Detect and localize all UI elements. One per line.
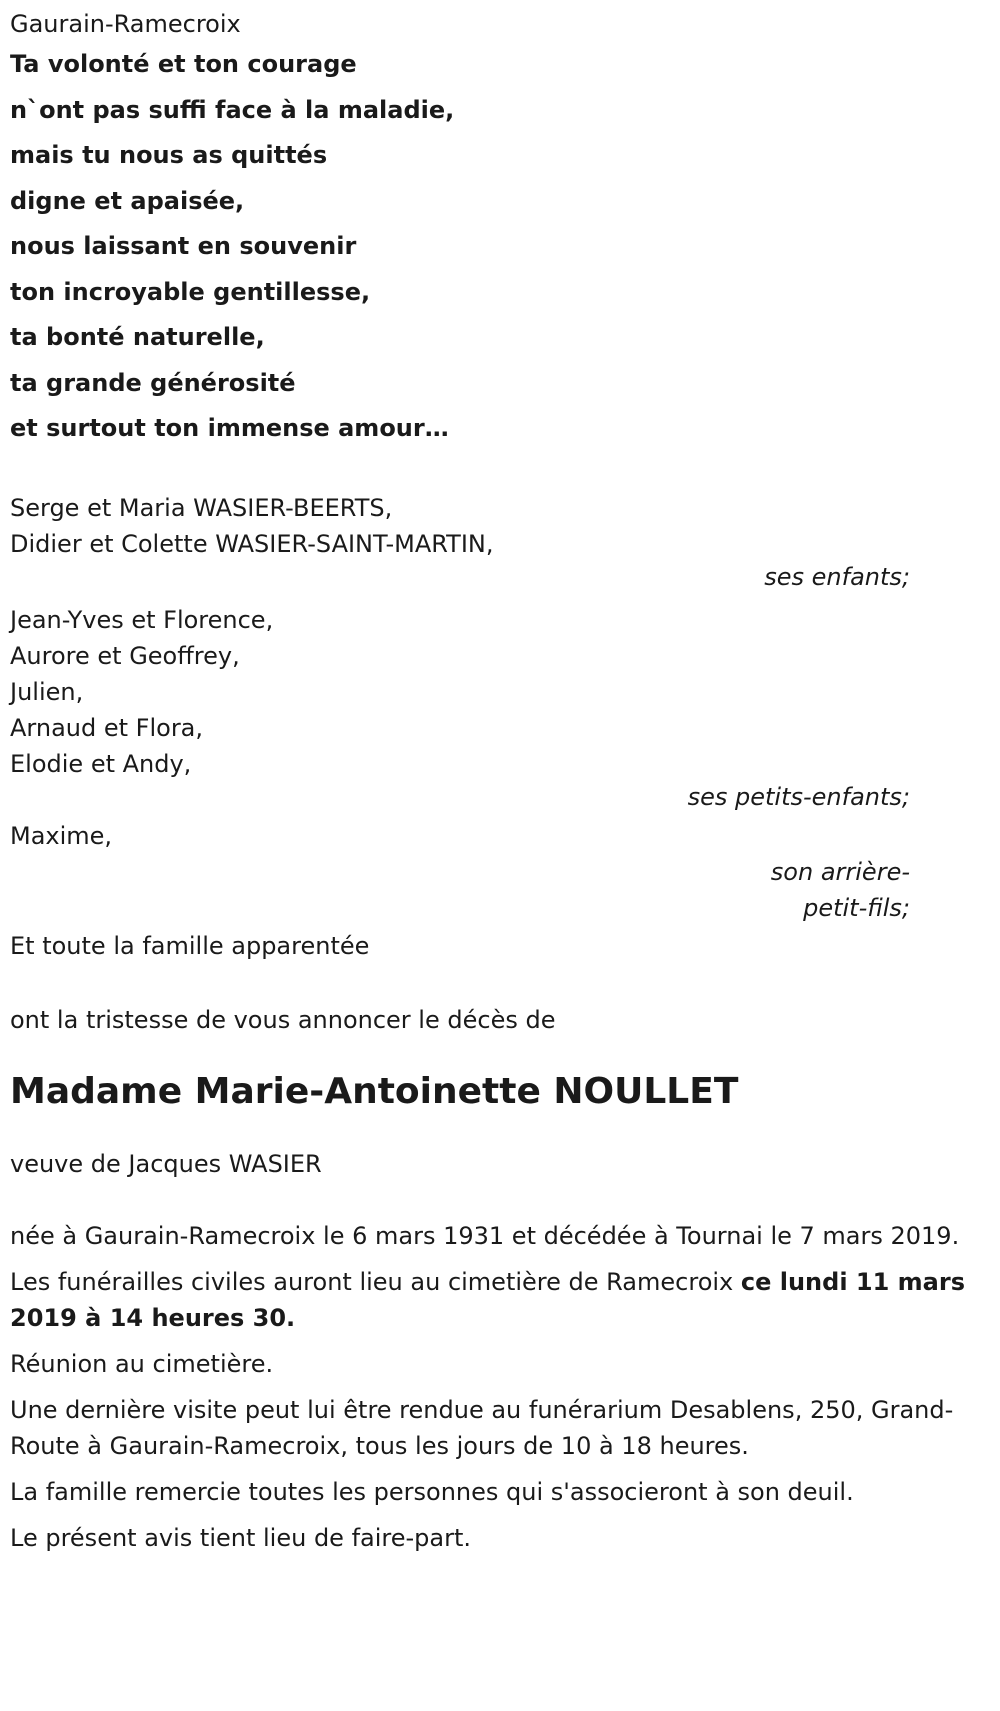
- poem-line: n`ont pas suffi face à la maladie,: [10, 95, 455, 124]
- spacer: [10, 1038, 1000, 1066]
- spacer: [10, 452, 1000, 490]
- great-grandchildren-role: son arrière-: [770, 857, 910, 886]
- thanks: La famille remercie toutes les personnes qui s'associeront à son deuil.: [10, 1477, 854, 1506]
- funeral-date: ce lundi 11 mars 2019 à 14 heures 30.: [10, 1267, 965, 1332]
- grandchild-name: Jean-Yves et Florence,: [10, 605, 274, 634]
- announcement: ont la tristesse de vous annoncer le décès de: [10, 1005, 556, 1034]
- grandchildren-block: [10, 602, 1000, 812]
- poem-line: Ta volonté et ton courage: [10, 50, 357, 78]
- spacer: [10, 1182, 1000, 1218]
- grandchild-name: Aurore et Geoffrey,: [10, 641, 240, 670]
- deceased-name: Madame Marie-Antoinette NOULLET: [10, 1070, 739, 1112]
- grandchild-name: Elodie et Andy,: [10, 749, 192, 778]
- grandchild-name: Arnaud et Flora,: [10, 713, 204, 742]
- poem-line: ton incroyable gentillesse,: [10, 277, 371, 306]
- grandchild-name: Julien,: [10, 677, 84, 706]
- children-role: ses enfants;: [764, 562, 910, 591]
- child-name: Didier et Colette WASIER-SAINT-MARTIN,: [10, 529, 494, 558]
- poem-line: nous laissant en souvenir: [10, 232, 357, 260]
- children-block: [10, 490, 1000, 592]
- poem-line: mais tu nous as quittés: [10, 141, 328, 169]
- grandchildren-role: ses petits-enfants;: [687, 782, 910, 811]
- family-line: Et toute la famille apparentée: [10, 931, 370, 960]
- widow-of: veuve de Jacques WASIER: [10, 1149, 322, 1178]
- great-grandchildren-role: petit-fils;: [803, 893, 910, 922]
- location: Gaurain-Ramecroix: [10, 10, 241, 38]
- great-grandchildren-block: [10, 818, 1000, 926]
- notice: Le présent avis tient lieu de faire-part.: [10, 1523, 472, 1552]
- spacer: [10, 964, 1000, 1002]
- spacer: [10, 1118, 1000, 1146]
- visit-info: Une dernière visite peut lui être rendue au funérarium Desablens, 250, Grand-Route à Gaurain-Ramecroix, tous les jours de 10 à 18 heures.: [10, 1395, 954, 1460]
- great-grandchild-name: Maxime,: [10, 821, 113, 850]
- poem-line: ta bonté naturelle,: [10, 323, 265, 351]
- poem-line: ta grande générosité: [10, 368, 296, 397]
- funeral-intro: Les funérailles civiles auront lieu au cimetière de Ramecroix: [10, 1267, 741, 1296]
- poem: [10, 42, 1000, 452]
- birth-death: née à Gaurain-Ramecroix le 6 mars 1931 et décédée à Tournai le 7 mars 2019.: [10, 1221, 960, 1250]
- child-name: Serge et Maria WASIER-BEERTS,: [10, 493, 393, 522]
- funeral-info: [10, 1264, 1000, 1336]
- spacer: [10, 592, 1000, 602]
- meeting-info: Réunion au cimetière.: [10, 1349, 274, 1378]
- poem-line: et surtout ton immense amour…: [10, 414, 449, 442]
- poem-line: digne et apaisée,: [10, 186, 245, 215]
